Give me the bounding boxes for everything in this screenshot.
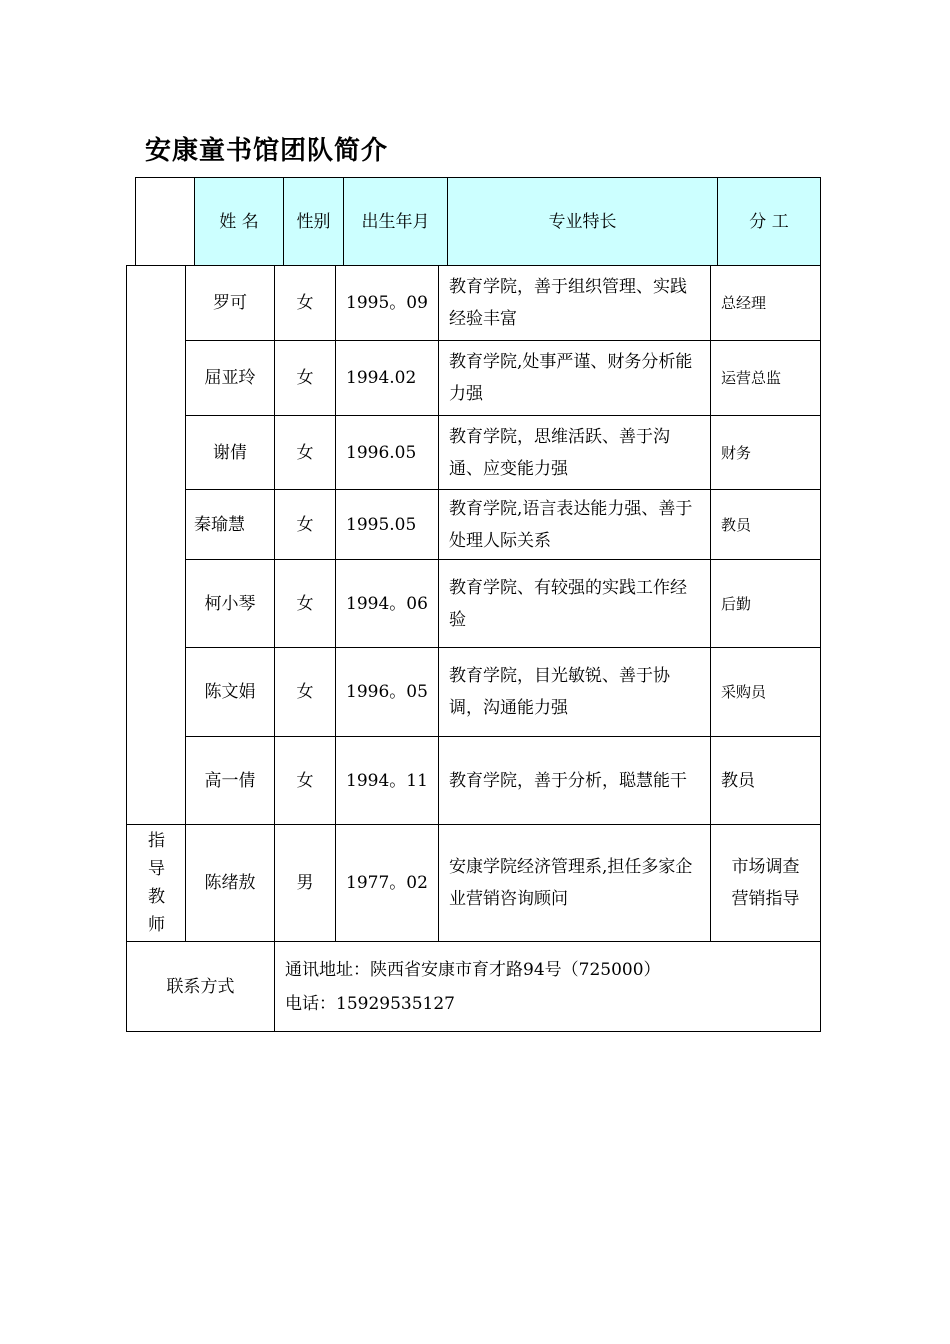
member-role: 总经理 (710, 265, 821, 341)
member-name: 谢倩 (185, 415, 275, 490)
contact-label: 联系方式 (126, 941, 275, 1032)
header-name: 姓 名 (194, 177, 284, 266)
member-birth: 1996。05 (335, 647, 439, 737)
member-specialty: 教育学院，目光敏锐、善于协调，沟通能力强 (438, 647, 711, 737)
member-role: 财务 (710, 415, 821, 490)
member-name: 秦瑜慧 (185, 489, 275, 560)
header-specialty: 专业特长 (447, 177, 718, 266)
advisor-role-line: 营销指导 (731, 889, 800, 909)
member-birth: 1994。11 (335, 736, 439, 825)
advisor-name: 陈绪敖 (185, 824, 275, 942)
header-blank-cell (135, 177, 195, 266)
member-specialty: 教育学院,处事严谨、财务分析能力强 (438, 340, 711, 416)
member-specialty: 教育学院，思维活跃、善于沟通、应变能力强 (438, 415, 711, 490)
advisor-label-char: 教 (148, 886, 165, 907)
advisor-gender: 男 (274, 824, 336, 942)
advisor-role-line: 市场调查 (731, 857, 800, 877)
contact-info (274, 941, 821, 1032)
advisor-label-char: 师 (148, 914, 165, 935)
member-specialty: 教育学院，善于分析，聪慧能干 (438, 736, 711, 825)
advisor-birth: 1977。02 (335, 824, 439, 942)
contact-phone: 电话：15929535127 (285, 993, 455, 1014)
member-name: 陈文娟 (185, 647, 275, 737)
header-role: 分 工 (717, 177, 821, 266)
member-name: 高一倩 (185, 736, 275, 825)
member-gender: 女 (274, 559, 336, 648)
member-birth: 1996.05 (335, 415, 439, 490)
member-name: 屈亚玲 (185, 340, 275, 416)
member-role: 采购员 (710, 647, 821, 737)
member-gender: 女 (274, 489, 336, 560)
contact-address: 通讯地址：陕西省安康市育才路94号（725000） (285, 959, 661, 980)
advisor-label (126, 824, 186, 942)
member-role: 教员 (710, 489, 821, 560)
member-specialty: 教育学院，善于组织管理、实践经验丰富 (438, 265, 711, 341)
member-role: 后勤 (710, 559, 821, 648)
header-birth: 出生年月 (343, 177, 448, 266)
member-name: 罗可 (185, 265, 275, 341)
member-gender: 女 (274, 647, 336, 737)
member-gender: 女 (274, 736, 336, 825)
member-birth: 1995.05 (335, 489, 439, 560)
member-role: 教员 (710, 736, 821, 825)
header-gender: 性别 (283, 177, 344, 266)
advisor-role (710, 824, 821, 942)
advisor-label-char: 导 (148, 858, 165, 879)
member-name: 柯小琴 (185, 559, 275, 648)
advisor-label-char: 指 (148, 830, 165, 851)
member-birth: 1994。06 (335, 559, 439, 648)
member-gender: 女 (274, 265, 336, 341)
member-gender: 女 (274, 340, 336, 416)
advisor-specialty: 安康学院经济管理系,担任多家企业营销咨询顾问 (438, 824, 711, 942)
page-title: 安康童书馆团队简介 (145, 136, 389, 166)
member-specialty: 教育学院、有较强的实践工作经验 (438, 559, 711, 648)
member-role: 运营总监 (710, 340, 821, 416)
member-specialty: 教育学院,语言表达能力强、善于处理人际关系 (438, 489, 711, 560)
member-birth: 1995。09 (335, 265, 439, 341)
member-gender: 女 (274, 415, 336, 490)
members-group-cell (126, 265, 186, 825)
member-birth: 1994.02 (335, 340, 439, 416)
